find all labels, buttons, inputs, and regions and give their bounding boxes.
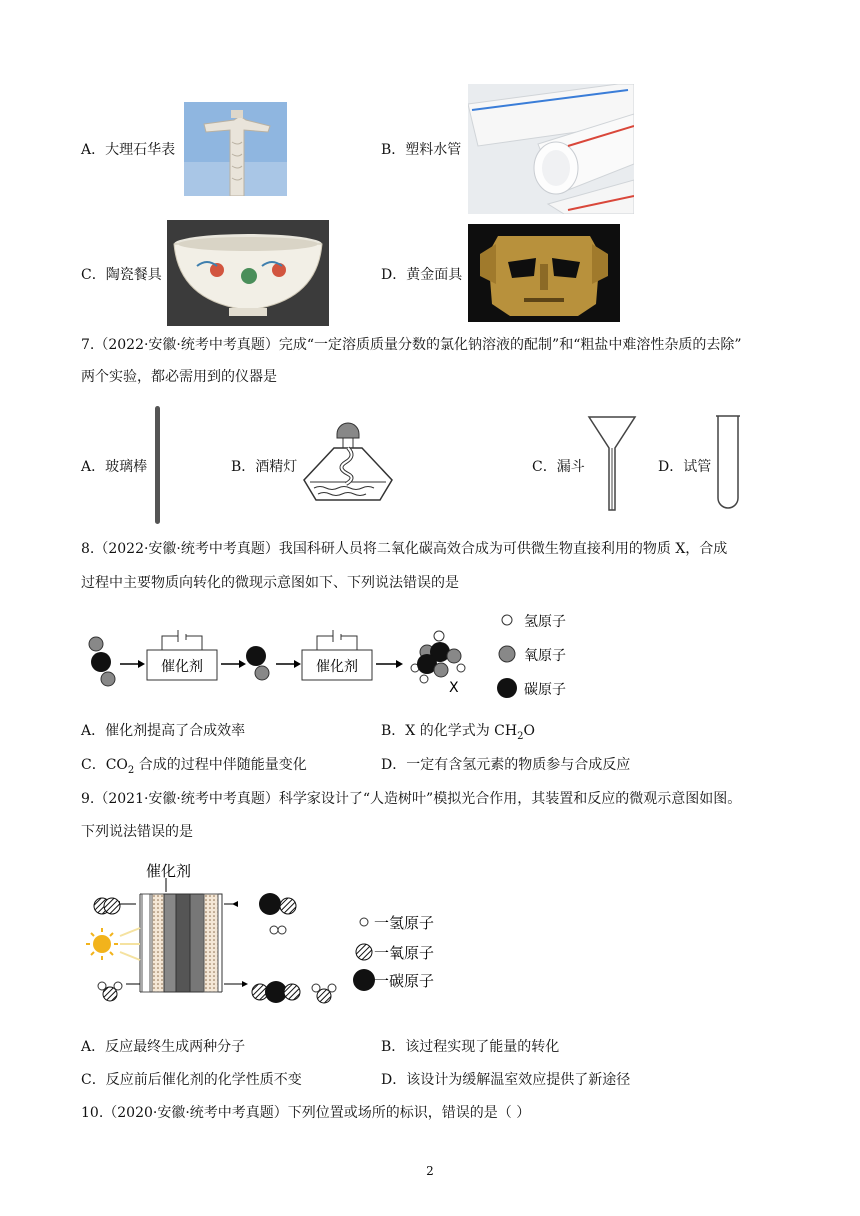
q9-option-c: C．反应前后催化剂的化学性质不变	[81, 1072, 302, 1088]
page-number: 2	[426, 1164, 434, 1178]
q6-option-a: A．大理石华表	[81, 142, 176, 158]
catalyst-label: 催化剂	[146, 862, 192, 880]
q7-option-d: D．试管	[658, 459, 712, 475]
marble-column-image	[184, 102, 287, 196]
q8-option-a: A．催化剂提高了合成效率	[81, 723, 246, 739]
plastic-pipe-image	[468, 84, 634, 214]
legend-oxygen: 一氧原子	[374, 944, 435, 962]
q7-stem-line1: 7.（2022·安徽·统考中考真题）完成“一定溶质质量分数的氯化钠溶液的配制”和“粗盐中难溶性杂质的去除”	[81, 337, 742, 353]
q7-stem-line2: 两个实验，都必需用到的仪器是	[81, 369, 277, 385]
legend-carbon: 一碳原子	[374, 972, 435, 990]
alcohol-lamp-icon	[300, 420, 396, 504]
catalyst-label-2: 催化剂	[316, 659, 358, 675]
q7-option-b: B．酒精灯	[231, 459, 298, 475]
q7-option-a: A．玻璃棒	[81, 459, 148, 475]
q9-option-d: D．该设计为缓解温室效应提供了新途径	[381, 1072, 631, 1088]
glass-rod-icon	[152, 404, 164, 526]
q10-stem-line1: 10.（2020·安徽·统考中考真题）下列位置或场所的标识，错误的是（ ）	[81, 1105, 531, 1121]
q8-stem-line1: 8.（2022·安徽·统考中考真题）我国科研人员将二氧化碳高效合成为可供微生物直接利用的物质 X，合成	[81, 541, 728, 557]
q9-option-b: B．该过程实现了能量的转化	[381, 1039, 560, 1055]
q9-stem-line1: 9.（2021·安徽·统考中考真题）科学家设计了“人造树叶”模拟光合作用，其装置和反应的微观示意图如图。	[81, 791, 742, 807]
product-x-label: X	[449, 680, 459, 696]
q8-reaction-diagram	[84, 606, 584, 710]
sun-icon	[86, 928, 140, 960]
q9-option-a: A．反应最终生成两种分子	[81, 1039, 246, 1055]
q8-option-b: B．X 的化学式为 $CH_2O$	[381, 723, 535, 742]
gold-mask-image	[468, 224, 620, 322]
q6-option-b: B．塑料水管	[381, 142, 462, 158]
legend-oxygen: 氧原子	[524, 648, 566, 664]
test-tube-icon	[713, 412, 743, 514]
q9-stem-line2: 下列说法错误的是	[81, 824, 193, 840]
catalyst-label-1: 催化剂	[161, 659, 203, 675]
q6-option-d: D．黄金面具	[381, 267, 463, 283]
q7-option-c: C．漏斗	[532, 459, 585, 475]
q8-option-d: D．一定有含氢元素的物质参与合成反应	[381, 757, 631, 773]
legend-hydrogen: 一氢原子	[374, 914, 435, 932]
porcelain-bowl-image	[167, 220, 329, 326]
q6-option-c: C．陶瓷餐具	[81, 267, 162, 283]
funnel-icon	[587, 414, 637, 514]
q9-artificial-leaf-diagram	[84, 858, 454, 1008]
legend-carbon: 碳原子	[524, 682, 566, 698]
q8-stem-line2: 过程中主要物质向转化的微现示意图如下、下列说法错误的是	[81, 575, 459, 591]
legend-hydrogen: 氢原子	[524, 614, 566, 630]
q8-option-c: C．$CO_2$ 合成的过程中伴随能量变化	[81, 757, 307, 776]
